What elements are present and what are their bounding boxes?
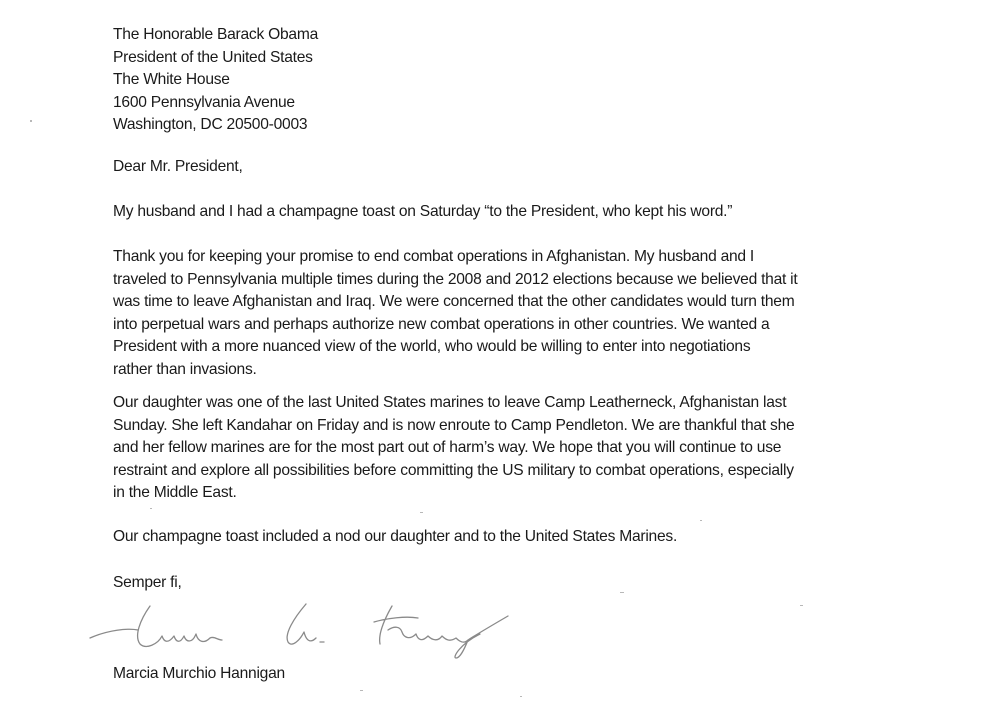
paragraph-4 (113, 526, 677, 549)
paragraph-line: in the Middle East. (113, 484, 237, 502)
handwritten-signature (88, 600, 548, 660)
closing (113, 572, 182, 595)
signature-name: Marcia Murchio Hannigan (113, 665, 285, 682)
recipient-address (113, 24, 318, 137)
salutation-text: Dear Mr. President, (113, 158, 243, 175)
paragraph-line: rather than invasions. (113, 360, 257, 378)
scan-speck (420, 512, 423, 513)
paragraph-line: traveled to Pennsylvania multiple times during the 2008 and 2012 elections because we believed that it (113, 270, 798, 288)
scan-speck (620, 592, 624, 593)
address-line: The White House (113, 71, 230, 89)
scan-speck (150, 508, 152, 509)
paragraph-1 (113, 201, 732, 224)
paragraph-line: Our champagne toast included a nod our daughter and to the United States Marines. (113, 528, 678, 545)
scan-speck (700, 520, 702, 521)
paragraph-2 (113, 246, 797, 382)
paragraph-line: restraint and explore all possibilities before committing the US military to combat operations, especially (113, 461, 794, 479)
address-line: 1600 Pennsylvania Avenue (113, 93, 295, 111)
signature-name-block (113, 663, 285, 686)
paragraph-line: My husband and I had a champagne toast on Saturday “to the President, who kept his word.” (113, 203, 733, 220)
paragraph-3 (113, 392, 794, 505)
signature-stroke (287, 604, 324, 644)
signature-stroke (90, 606, 222, 646)
salutation (113, 156, 243, 179)
signature-stroke (374, 606, 508, 658)
address-line: The Honorable Barack Obama (113, 26, 318, 43)
address-line: President of the United States (113, 48, 313, 66)
scan-speck (520, 696, 522, 697)
paragraph-line: was time to leave Afghanistan and Iraq. We were concerned that the other candidates would turn them (113, 293, 795, 311)
paragraph-line: Thank you for keeping your promise to end combat operations in Afghanistan. My husband and I (113, 248, 755, 265)
paragraph-line: Sunday. She left Kandahar on Friday and is now enroute to Camp Pendleton. We are thankful that she (113, 416, 795, 434)
address-line: Washington, DC 20500-0003 (113, 116, 308, 134)
paragraph-line: Our daughter was one of the last United States marines to leave Camp Leatherneck, Afghanistan last (113, 394, 787, 411)
paragraph-line: and her fellow marines are for the most part out of harm’s way. We hope that you will continue to use (113, 439, 782, 457)
closing-text: Semper fi, (113, 574, 182, 591)
paragraph-line: into perpetual wars and perhaps authorize new combat operations in other countries. We wanted a (113, 315, 770, 333)
paragraph-line: President with a more nuanced view of the world, who would be willing to enter into negotiations (113, 338, 751, 356)
scan-speck (360, 690, 363, 691)
scan-speck (30, 120, 32, 122)
scan-speck (800, 605, 803, 606)
